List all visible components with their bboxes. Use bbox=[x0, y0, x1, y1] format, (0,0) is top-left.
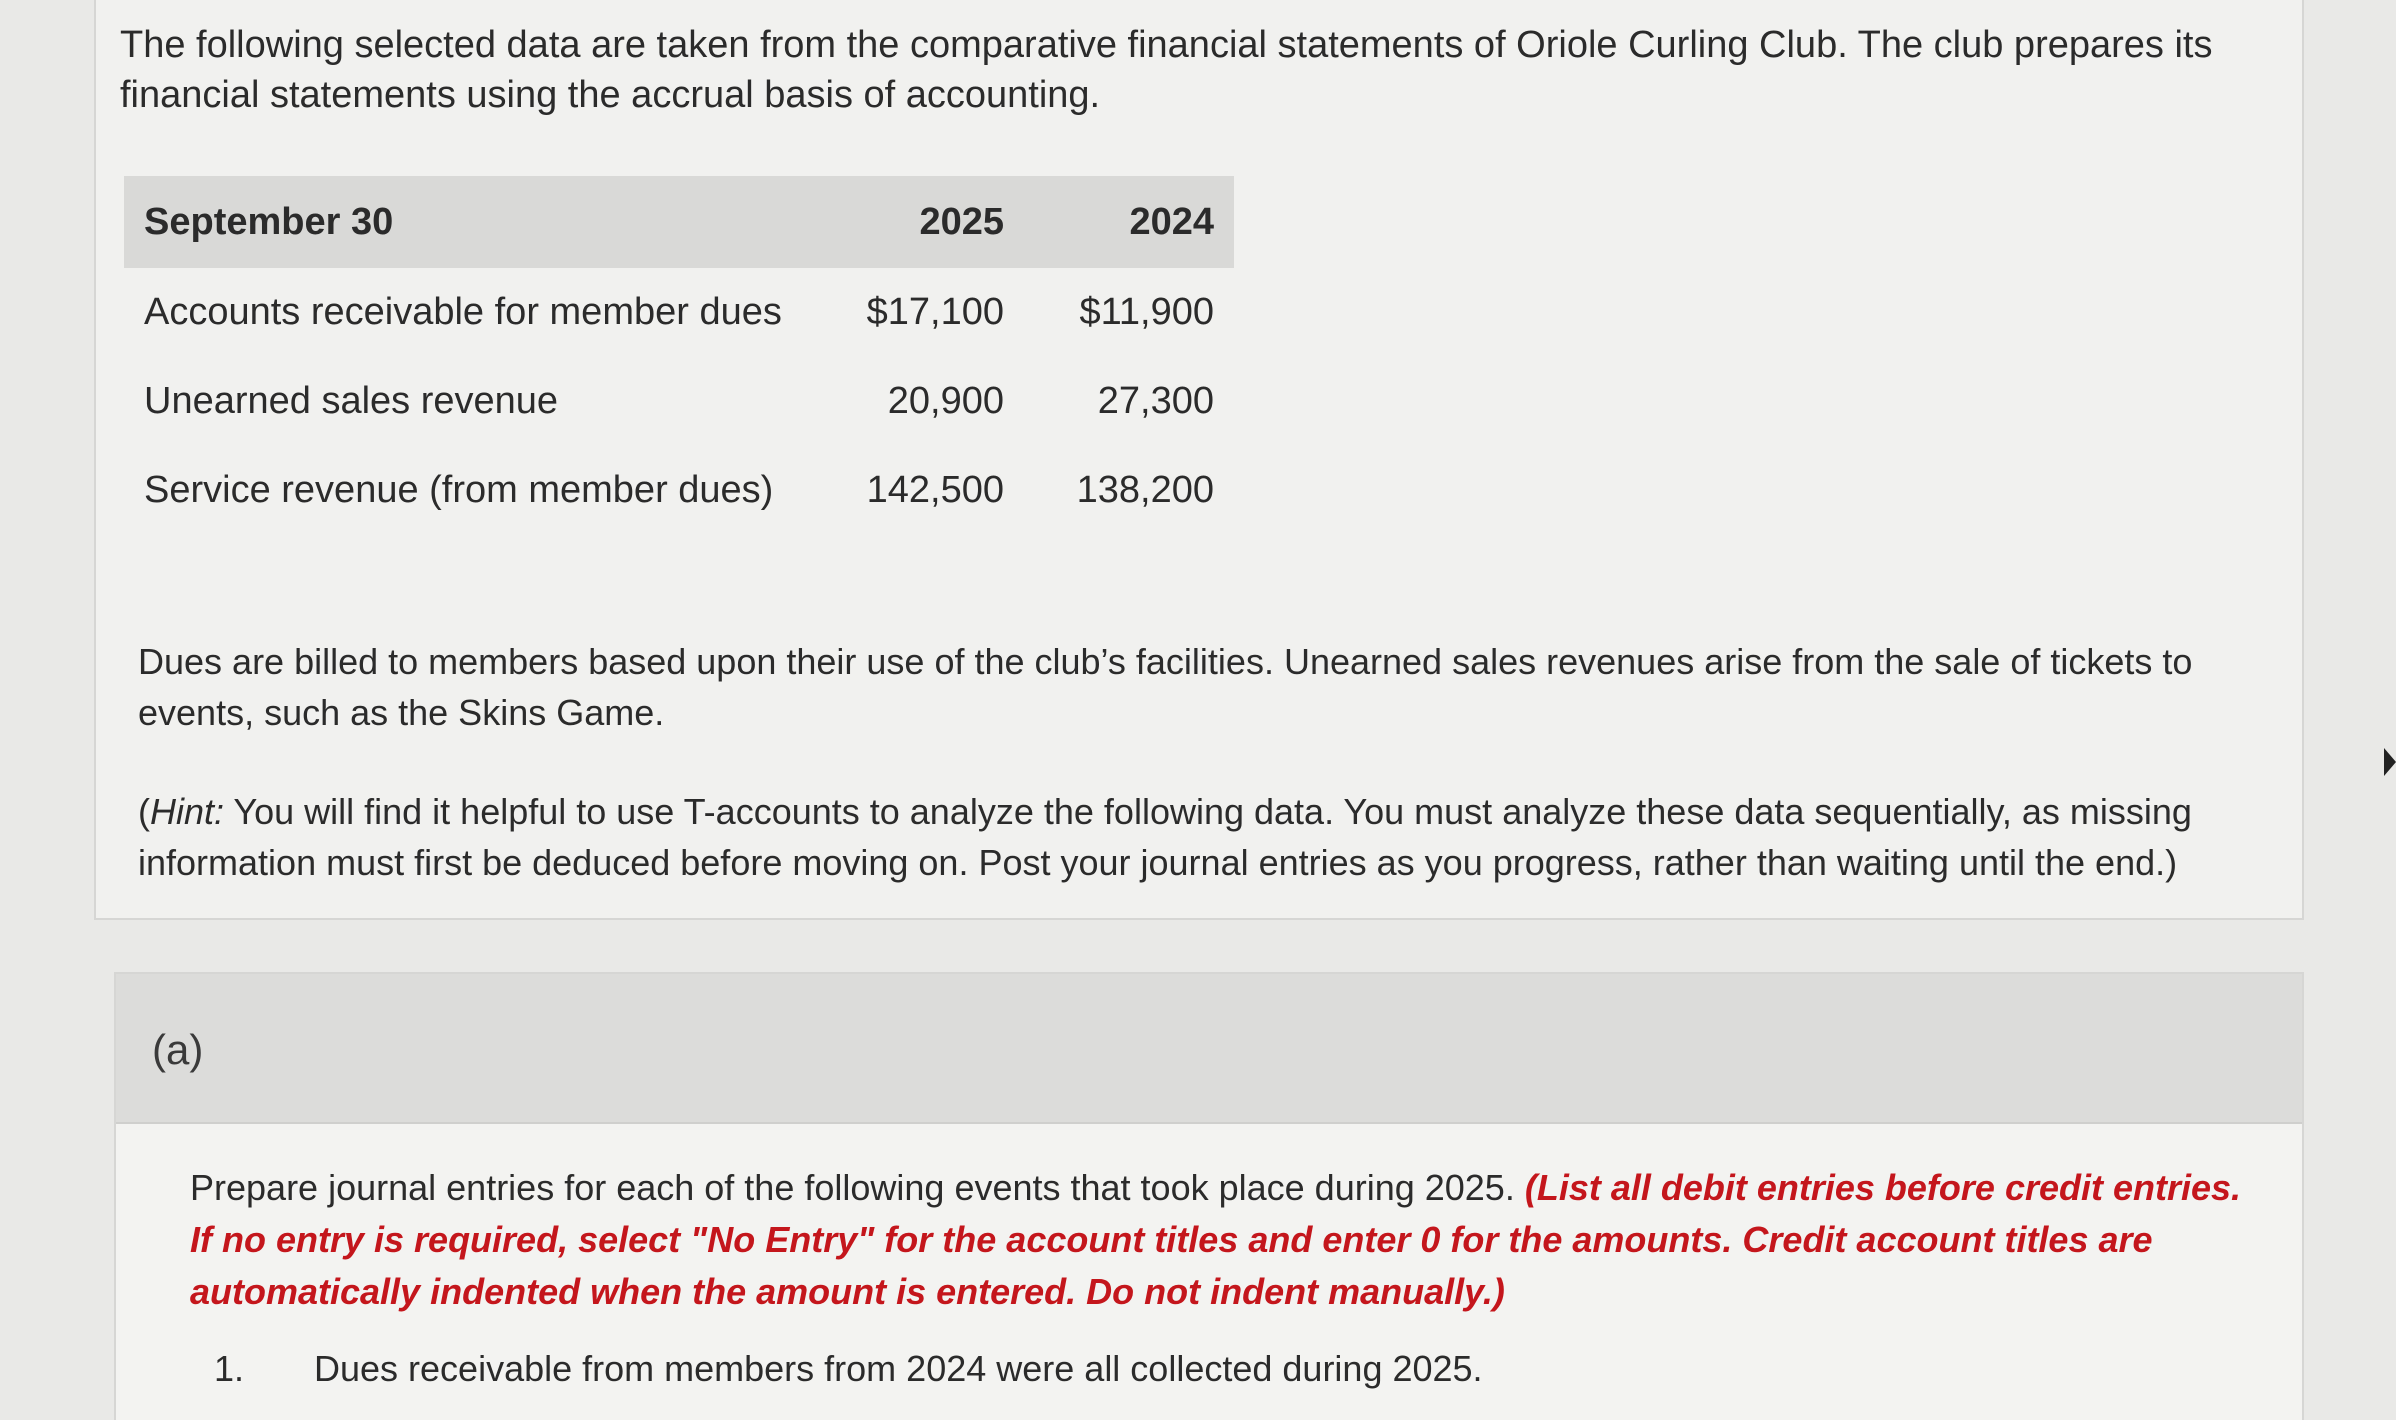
row-value-2024: 138,200 bbox=[1076, 469, 1214, 511]
part-a-instructions bbox=[190, 1162, 2270, 1318]
problem-intro: The following selected data are taken from the comparative financial statements of Oriole Curling Club. The club prepares its financial statements using the accrual basis of accounting. bbox=[120, 24, 2213, 116]
part-a-header bbox=[116, 974, 2302, 1124]
instruction-text: Prepare journal entries for each of the following events that took place during 2025. bbox=[190, 1167, 1515, 1208]
list-item bbox=[214, 1344, 1483, 1394]
row-value-2025: 142,500 bbox=[866, 469, 1004, 511]
financial-data-table bbox=[124, 176, 1234, 535]
hint-paragraph bbox=[138, 786, 2258, 888]
hint-text: You will find it helpful to use T-accounts to analyze the following data. You must analyze these data sequentially, as missing information must first be deduced before moving on. Post your journal entries as you progress, rather than waiting until the end.) bbox=[138, 791, 2192, 883]
row-value-2024: 27,300 bbox=[1097, 380, 1214, 422]
table-row bbox=[124, 357, 1234, 446]
instruction-note: (List all debit entries before credit entries. If no entry is required, select "No Entry" for the account titles and enter 0 for the amounts. Credit account titles are automatically indented when the amount is entered. Do not indent manually.) bbox=[190, 1167, 2242, 1312]
table-row bbox=[124, 446, 1234, 535]
hint-label: Hint: bbox=[150, 791, 225, 832]
part-a-label: (a) bbox=[152, 1026, 204, 1073]
mouse-cursor-icon bbox=[2384, 748, 2396, 776]
table-header-row bbox=[124, 176, 1234, 268]
item-text: Dues receivable from members from 2024 were all collected during 2025. bbox=[314, 1348, 1483, 1389]
table-row bbox=[124, 268, 1234, 357]
hint-open-paren: ( bbox=[138, 791, 150, 832]
row-label: Unearned sales revenue bbox=[144, 380, 559, 422]
header-year-2025: 2025 bbox=[814, 176, 1024, 268]
item-number: 1. bbox=[214, 1348, 245, 1389]
row-value-2025: 20,900 bbox=[887, 380, 1004, 422]
row-value-2025: $17,100 bbox=[866, 291, 1004, 333]
part-a-panel bbox=[114, 972, 2304, 1420]
row-value-2024: $11,900 bbox=[1079, 291, 1214, 333]
billing-description: Dues are billed to members based upon their use of the club’s facilities. Unearned sales revenues arise from the sale of tickets to events, such as the Skins Game. bbox=[138, 641, 2193, 733]
row-label: Service revenue (from member dues) bbox=[144, 469, 774, 511]
header-period: September 30 bbox=[124, 176, 814, 268]
row-label: Accounts receivable for member dues bbox=[144, 291, 782, 333]
header-year-2024: 2024 bbox=[1024, 176, 1234, 268]
